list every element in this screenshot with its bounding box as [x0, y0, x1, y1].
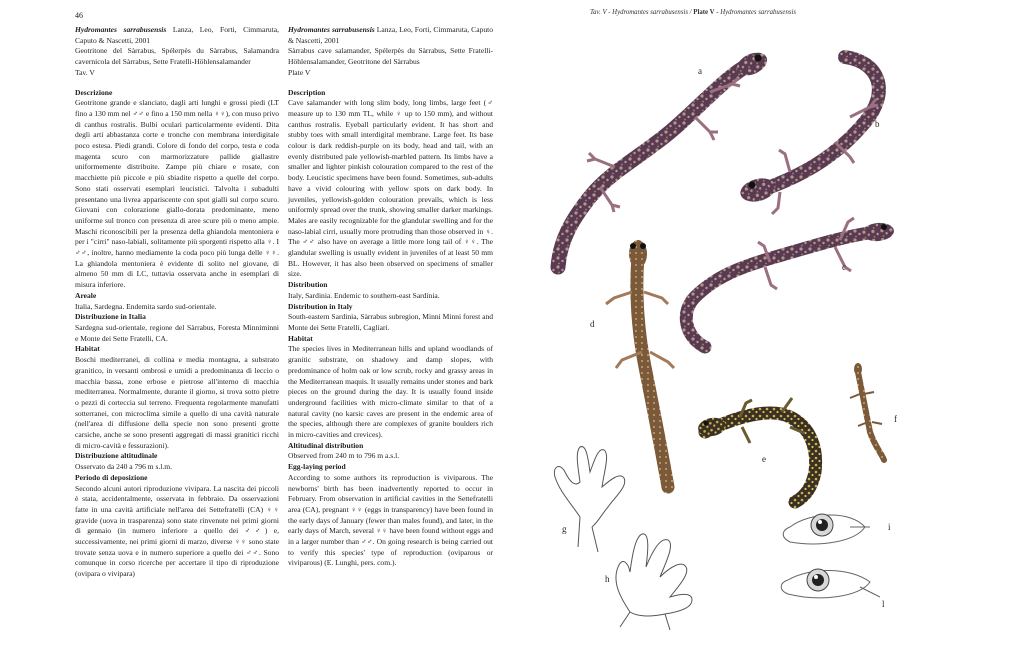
salamander-c-illustration: [686, 218, 894, 347]
section-heading-egg-laying: Egg-laying period: [288, 462, 346, 472]
taxon-name-it: Hydromantes sarrabusensis: [75, 25, 167, 34]
section-text-altitudinal: Observed from 240 m to 796 m a.s.l.: [288, 451, 400, 461]
italian-column: [75, 25, 279, 580]
section-text-descrizione: Geotritone grande e slanciato, dagli arti lunghi e grossi piedi (LT fino a 130 mm nel ♂♂ e fino a 150 mm nella ♀♀), con muso privo di canthus rostralis. Bulbi oculari particolarmente evidenti. Dita degli arti abbastanza corte e tronche con membrana interdigitale poco estesa. Piedi grandi. Colore di fondo del corpo, testa e coda magenta scuro con marmorizzature pallide giallastre uniformemente distribuite. Zampe più chiare e rosate, con macchiette più piccole e più sbiadite rispetto a quelle del corpo. Sono stati osservati esemplari leucistici. Talvolta i subadulti presentano una livrea appariscente con spot gialli sul corpo scuro. Giovani con colorazione giallo-dorata predominante, meno uniforme sul tronco con presenza di aree scure più o meno ampie. Maschi riconoscibili per la presenza della ghiandola mentoniera e per i "cirri" naso-labiali, solitamente più sporgenti rispetto alla ♀. I ♂♂, inoltre, hanno mediamente la coda poco più lunga delle ♀♀. La ghiandola mentoniera è evidente di solito nel giovane, di almeno 50 mm di LC, tuttavia osservata anche in esemplari di misura inferiore.: [75, 98, 279, 290]
salamander-a-illustration: [558, 48, 771, 267]
hand-sketch-g: [554, 447, 624, 552]
plate-ref-en: Plate V: [288, 67, 311, 77]
figure-label-a: a: [698, 66, 702, 76]
taxon-heading-en: [288, 25, 493, 46]
plate-header-left: Tav. V - Hydromantes sarrabusensis: [590, 9, 688, 16]
english-column: [288, 25, 493, 569]
section-heading-distribution: Distribution: [288, 280, 328, 290]
section-text-habitat-en: The species lives in Mediterranean hills and upland woodlands of granitic substrate, on shadowy and damp slopes, with predominance of holm oak or low scrub, rocky and grassy areas in the Mediterranean maquis. It usually remains under stones and bark pieces on the ground during the day. It is usually found inside underground facilities with micro-climate similar to that of a natural cavity (no karsic caves are present in the endemic area of the species, although there are complexes of granite boulders rich in micro-cavities and crevices).: [288, 344, 493, 440]
section-text-distribution: Italy, Sardinia. Endemic to southern-east Sardinia.: [288, 290, 440, 300]
figure-label-i: i: [888, 522, 891, 532]
section-heading-altitudine: Distribuzione altitudinale: [75, 451, 158, 461]
head-eye-sketch-i: [783, 514, 870, 544]
figure-label-h: h: [605, 574, 610, 584]
page-number: 46: [75, 11, 83, 20]
figure-label-e: e: [762, 454, 766, 464]
plate-header: Tav. V - Hydromantes sarrabusensis / Plate V - Hydromantes sarrabusensis: [590, 9, 797, 16]
figure-label-g: g: [562, 524, 567, 534]
section-heading-habitat-en: Habitat: [288, 333, 313, 343]
figure-label-l: l: [882, 599, 885, 609]
figure-label-b: b: [875, 119, 880, 129]
taxon-heading-it: [75, 25, 279, 46]
salamander-plate-illustration: [520, 22, 1010, 632]
section-heading-altitudinal: Altitudinal distribution: [288, 440, 364, 450]
figure-label-c: c: [842, 262, 846, 272]
section-heading-deposizione: Periodo di deposizione: [75, 472, 148, 482]
foot-sketch-h: [616, 534, 692, 630]
head-eye-sketch-l: [781, 569, 880, 598]
personal-communication-credit: (E. Lunghi, pers. com.).: [324, 558, 397, 568]
section-text-altitudine: Osservato da 240 a 796 m s.l.m.: [75, 462, 173, 472]
section-text-deposizione: Secondo alcuni autori riproduzione vivipara. La nascita dei piccoli è stata, accidentalmente, osservata in febbraio. Da osservazioni fatte in una cavità artificiale nell'area dei Settefratelli (CA) ♀♀ gravide (uova in trasparenza) sono state rinvenute nei primi giorni di gennaio (in numero inferiore a quello dei ♂♂) e, successivamente, nei primi giorni di marzo, diverse ♀♀ sono state trovate senza uova e in numero superiore a quello dei ♂♂. Sono comunque in corso ricerche per accertare il tipo di riproduzione (ovipara o vivipara): [75, 483, 279, 579]
taxon-name-en: Hydromantes sarrabusensis: [288, 25, 375, 34]
section-text-areale: Italia, Sardegna. Endemita sardo sud-orientale.: [75, 301, 217, 311]
section-heading-habitat-it: Habitat: [75, 344, 100, 354]
salamander-f-illustration: [850, 363, 884, 460]
section-heading-areale: Areale: [75, 290, 97, 300]
salamander-e-illustration: [697, 398, 816, 502]
common-names-en: Sàrrabus cave salamander, Spélerpès du Sàrrabus, Sette Fratelli-Höhlensalamander, Geotritone del Sàrrabus: [288, 46, 493, 67]
section-text-distribuzione: Sardegna sud-orientale, regione del Sàrrabus, Foresta Minniminni e Monte dei Sette Fratelli, CA.: [75, 322, 279, 343]
salamander-b-illustration: [738, 57, 879, 214]
section-heading-distribution-italy: Distribution in Italy: [288, 301, 353, 311]
plate-ref-it: Tav. V: [75, 67, 95, 77]
section-text-egg-laying: According to some authors its reproduction is viviparous. The newborns' birth has been inadvertently reported to occur in February. From observation in artificial cavities in the Settefratelli area (CA), pregnant ♀♀ (eggs in transparency) have been found in the early days of January (fewer than males found), and later, in the early days of March, several ♀♀ have been found without eggs and in a larger number than ♂♂. On going research is being carried out to verify this species' type of reproduction (oviparous or viviparous) (E. Lunghi, pers. com.).: [288, 472, 493, 568]
section-heading-descrizione: Descrizione: [75, 87, 113, 97]
figure-label-f: f: [894, 414, 897, 424]
plate-header-right: Hydromantes sarrabusensis: [720, 9, 797, 16]
section-heading-description: Description: [288, 87, 326, 97]
section-text-habitat-it: Boschi mediterranei, di collina e media montagna, a substrato granitico, in versanti ombrosi e umidi a predominanza di leccio o macchia bassa, zone erbose e pietrose all'interno di macchia mediterranea. Normalmente, durante il giorno, si trova sotto pietre o pezzi di corteccia sul terreno. Frequenta regolarmente manufatti sotterranei, con microclima simile a quello di una cavità naturale (nell'area di diffusione della specie non sono presenti grotte carsiche, anche se sono presenti aggregati di massi granitici ricchi di micro-cavità e fessurazioni).: [75, 355, 279, 450]
taxon-authors-en: Lanza, Leo, Forti, Cimmaruta, Caputo & Nascetti, 2001: [288, 25, 493, 45]
section-heading-distribuzione: Distribuzione in Italia: [75, 312, 146, 322]
figure-label-d: d: [590, 319, 595, 329]
section-text-description: Cave salamander with long slim body, long limbs, large feet (♂ measure up to 130 mm TL, while ♀ up to 150 mm), and without canthus rostralis. Eyeball particularly evident. It has short and stubby toes with small interdigital membrane. Large feet. Its base colour is dark reddish-purple on its body, head and tail, with an evenly distributed pale yellowish-marbled pattern. Its limbs have a smaller and lighter pinkish colouration compared to the rest of the body. Leucistic specimens have been found. Sometimes, sub-adults have a vivid colouring with yellow spots on dark body. In juveniles, yellowish-golden colouration prevails, which is less uniformly spread over the trunk, showing smaller darker markings. Males are easily recognizable for the glandular swelling and for the naso-labial cirri, usually more protruding than those observed in ♀. The ♂♂ also have on average a little more long tail of ♀♀. The glandular swelling is usually evident in juveniles of at least 50 mm BL. However, it has also been observed on specimens of smaller size.: [288, 98, 493, 279]
plate-header-plate: Plate V: [693, 9, 715, 16]
taxon-authors-it: Lanza, Leo, Forti, Cimmaruta, Caputo & Nascetti, 2001: [75, 25, 279, 45]
salamander-d-illustration: [606, 240, 674, 487]
section-text-distribution-italy: South-eastern Sardinia, Sàrrabus subregion, Minni Minni forest and Monte dei Sette Fratelli, Cagliari.: [288, 312, 493, 332]
common-names-it: Geotritone del Sàrrabus, Spélerpès du Sàrrabus, Salamandra cavernicola del Sàrrabus, Sette Fratelli-Höhlensalamander: [75, 46, 279, 67]
